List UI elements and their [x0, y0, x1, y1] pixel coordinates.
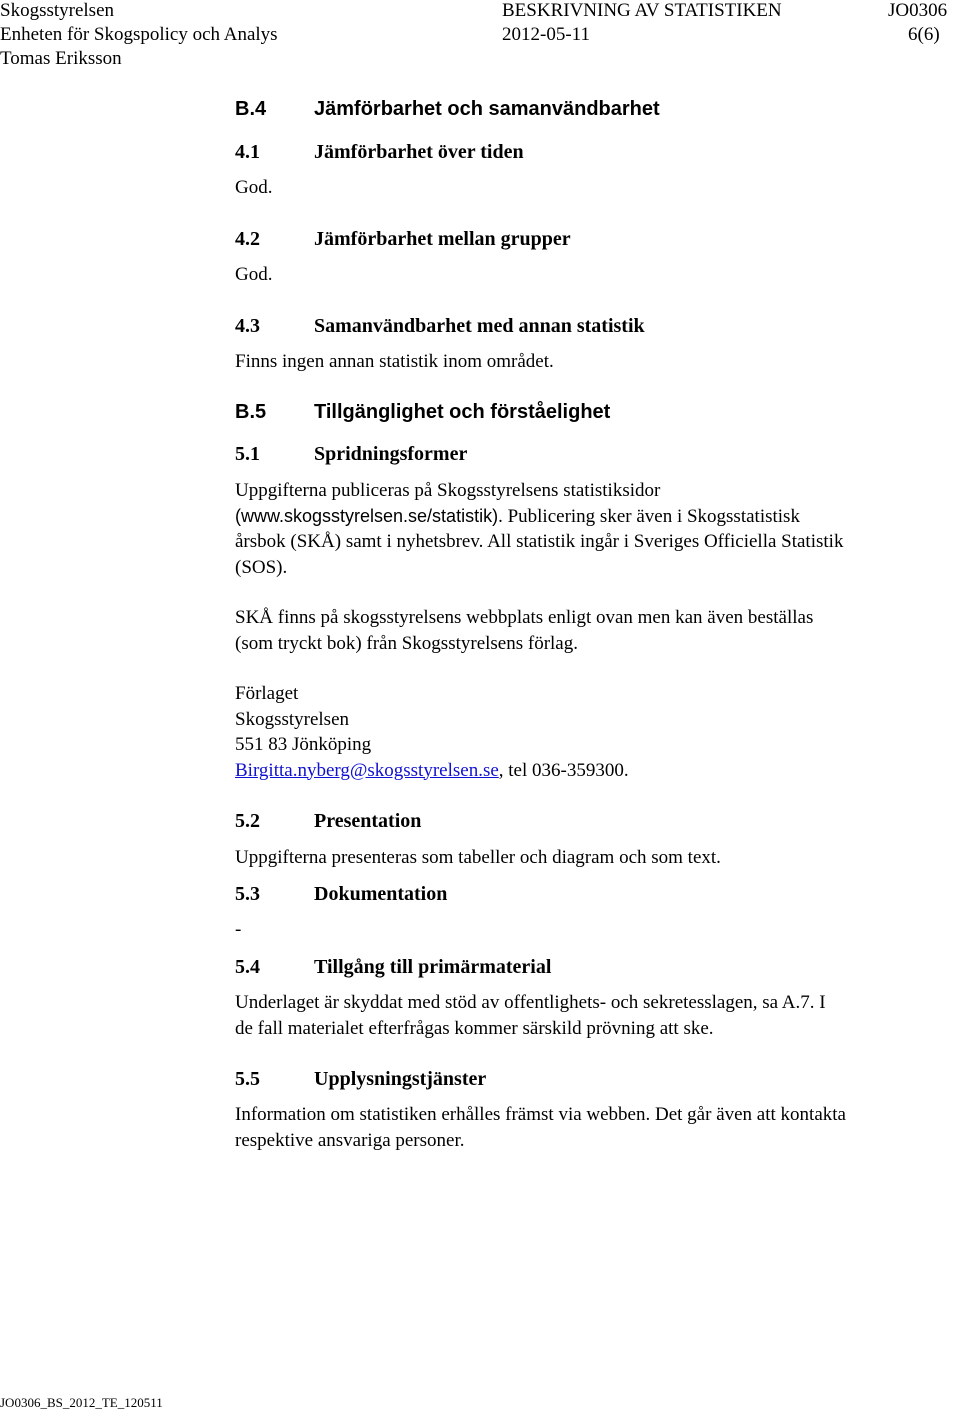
- subsection-4-2-text: God.: [235, 264, 273, 285]
- address-line: Förlaget: [235, 683, 299, 704]
- subsection-4-1-text: God.: [235, 177, 273, 198]
- header-unit: Enheten för Skogspolicy och Analys: [0, 24, 278, 45]
- section-b4-heading: [235, 97, 660, 121]
- email-link[interactable]: Birgitta.nyberg@skogsstyrelsen.se: [235, 759, 499, 781]
- subsection-4-1-heading: [235, 140, 524, 164]
- subsection-4-2-heading: [235, 227, 571, 251]
- paragraph-line: Information om statistiken erhålles främst via webben. Det går även att kontakta: [235, 1104, 846, 1125]
- subsection-title: Presentation: [314, 810, 422, 832]
- paragraph-line: årsbok (SKÅ) samt i nyhetsbrev. All statistik ingår i Sveriges Officiella Statistik: [235, 531, 844, 552]
- subsection-number: 5.5: [235, 1068, 260, 1090]
- subsection-title: Jämförbarhet över tiden: [314, 141, 524, 163]
- subsection-number: 4.3: [235, 315, 260, 337]
- header-doc-code: JO0306: [888, 0, 948, 21]
- section-title: Jämförbarhet och samanvändbarhet: [314, 98, 660, 120]
- paragraph-line: (som tryckt bok) från Skogsstyrelsens förlag.: [235, 632, 578, 654]
- subsection-title: Jämförbarhet mellan grupper: [314, 228, 571, 250]
- subsection-4-3-text: Finns ingen annan statistik inom området.: [235, 351, 554, 372]
- header-page: 6(6): [908, 24, 940, 45]
- header-author: Tomas Eriksson: [0, 48, 122, 69]
- subsection-title: Samanvändbarhet med annan statistik: [314, 315, 645, 337]
- header-date: 2012-05-11: [502, 24, 590, 45]
- paragraph-line: SKÅ finns på skogsstyrelsens webbplats enligt ovan men kan även beställas: [235, 607, 814, 628]
- subsection-5-5-heading: [235, 1067, 486, 1091]
- paragraph-line: respektive ansvariga personer.: [235, 1129, 465, 1151]
- subsection-number: 5.1: [235, 443, 260, 465]
- subsection-title: Spridningsformer: [314, 443, 468, 465]
- section-b5-heading: [235, 400, 610, 424]
- paragraph-text: . Publicering sker även i Skogsstatistisk: [498, 505, 800, 527]
- subsection-number: 5.3: [235, 883, 260, 905]
- paragraph-line: (SOS).: [235, 556, 288, 578]
- subsection-title: Dokumentation: [314, 883, 448, 905]
- subsection-number: 5.2: [235, 810, 260, 832]
- phone-text: , tel 036-359300.: [498, 759, 629, 781]
- paragraph-line: Underlaget är skyddat med stöd av offentlighets- och sekretesslagen, sa A.7. I: [235, 992, 826, 1013]
- subsection-5-5-paragraph: [235, 1102, 846, 1153]
- paragraph-line: Uppgifterna publiceras på Skogsstyrelsens statistiksidor: [235, 480, 661, 501]
- publisher-address: [235, 681, 629, 783]
- subsection-5-3-heading: [235, 882, 447, 906]
- section-number: B.5: [235, 401, 267, 423]
- address-line: Skogsstyrelsen: [235, 708, 349, 730]
- subsection-5-2-text: Uppgifterna presenteras som tabeller och diagram och som text.: [235, 847, 721, 868]
- header-org: Skogsstyrelsen: [0, 0, 114, 21]
- subsection-number: 5.4: [235, 956, 260, 978]
- header-doc-type: BESKRIVNING AV STATISTIKEN: [502, 0, 782, 21]
- footer-file-id: JO0306_BS_2012_TE_120511: [0, 1395, 163, 1410]
- subsection-number: 4.2: [235, 228, 260, 250]
- paragraph-line: [235, 504, 843, 530]
- subsection-5-1-paragraph-2: [235, 605, 813, 656]
- subsection-5-1-heading: [235, 442, 467, 466]
- paragraph-line: de fall materialet efterfrågas kommer särskild prövning att ske.: [235, 1017, 714, 1039]
- section-title: Tillgänglighet och förståelighet: [314, 401, 611, 423]
- subsection-title: Upplysningstjänster: [314, 1068, 487, 1090]
- statistics-url: (www.skogsstyrelsen.se/statistik): [235, 505, 499, 526]
- contact-line: [235, 758, 629, 784]
- subsection-5-1-paragraph: [235, 478, 843, 580]
- subsection-5-3-text: -: [235, 919, 242, 940]
- subsection-5-4-paragraph: [235, 990, 826, 1041]
- subsection-5-4-heading: [235, 955, 551, 979]
- address-line: 551 83 Jönköping: [235, 734, 372, 755]
- subsection-4-3-heading: [235, 314, 645, 338]
- subsection-title: Tillgång till primärmaterial: [314, 956, 552, 978]
- section-number: B.4: [235, 98, 267, 120]
- subsection-5-2-heading: [235, 809, 421, 833]
- subsection-number: 4.1: [235, 141, 260, 163]
